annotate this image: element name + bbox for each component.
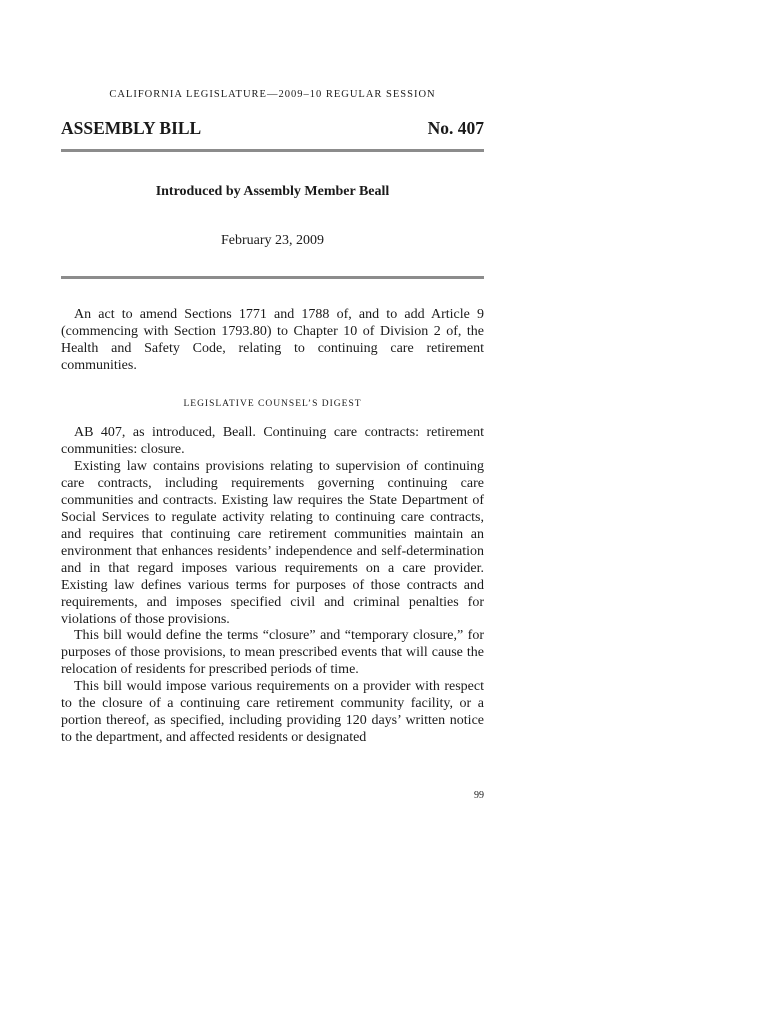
top-divider — [61, 149, 484, 152]
bill-type: ASSEMBLY BILL — [61, 118, 202, 138]
introduced-by: Introduced by Assembly Member Beall — [155, 184, 390, 199]
document-page — [61, 0, 484, 1024]
bill-title-row — [61, 118, 484, 142]
bottom-divider — [61, 276, 484, 279]
digest-paragraph-1: AB 407, as introduced, Beall. Continuing care contracts: retirement communities: closure. — [61, 425, 484, 457]
page-number: 99 — [474, 790, 484, 801]
digest-title: LEGISLATIVE COUNSEL’S DIGEST — [183, 399, 362, 409]
digest-paragraph-4: This bill would impose various requirements on a provider with respect to the closure of a continuing care retirement community facility, or a portion thereof, as specified, including providing 120 days’ written notice to the department, and affected residents or designated — [61, 679, 484, 745]
act-paragraph: An act to amend Sections 1771 and 1788 of, and to add Article 9 (commencing with Section 1793.80) to Chapter 10 of Division 2 of, the Health and Safety Code, relating to continuing care retirement communities. — [61, 307, 484, 373]
bill-number: No. 407 — [427, 118, 484, 138]
digest-paragraph-3: This bill would define the terms “closure” and “temporary closure,” for purposes of those provisions, to mean prescribed events that will cause the relocation of residents for prescribed periods of time. — [61, 628, 484, 677]
digest-paragraph-2: Existing law contains provisions relating to supervision of continuing care contracts, including requirements governing continuing care communities and contracts. Existing law requires the State Department of Social Services to regulate activity relating to continuing care contracts, and requires that continuing care retirement communities maintain an environment that enhances residents’ independence and self-determination and in that regard imposes various requirements on a care provider. Existing law defines various terms for purposes of those contracts and requirements, and imposes specified civil and criminal penalties for violations of those provisions. — [61, 459, 484, 627]
session-header: CALIFORNIA LEGISLATURE—2009–10 REGULAR SESSION — [109, 89, 436, 100]
introduced-date: February 23, 2009 — [220, 233, 325, 248]
